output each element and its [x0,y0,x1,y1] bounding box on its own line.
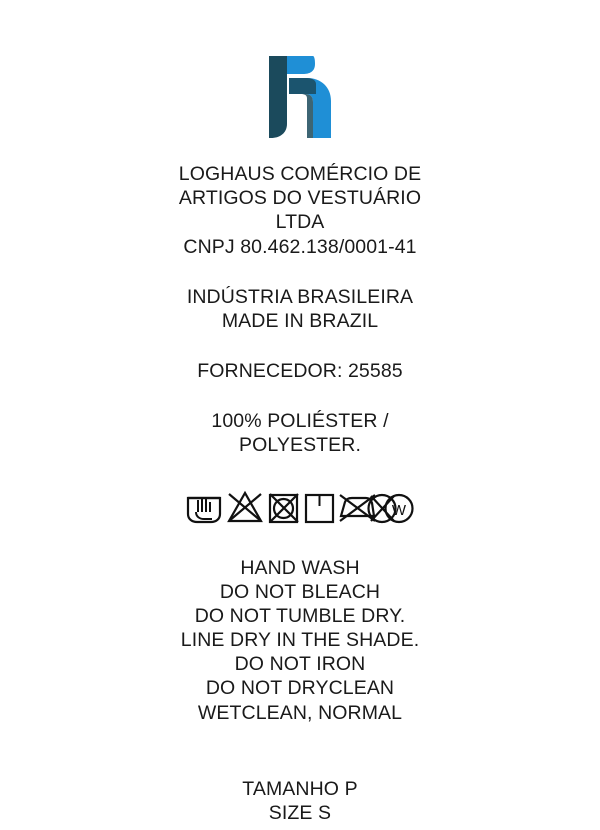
do-not-iron-symbol [340,495,375,521]
care-instructions [181,556,419,725]
loghaus-logo [263,54,337,140]
origin-info [187,285,413,333]
supplier-info [197,359,402,383]
care-line-3: DO NOT TUMBLE DRY. [194,604,406,627]
line-dry-in-shade-symbol [306,495,333,522]
care-line-4: LINE DRY IN THE SHADE. [180,629,420,652]
care-symbols-row [186,486,414,530]
care-line-5: DO NOT IRON [234,653,366,676]
composition-line-2: POLYESTER. [238,434,361,457]
care-line-1: HAND WASH [240,556,360,579]
size-info [242,777,357,825]
care-line-7: WETCLEAN, NORMAL [197,701,403,724]
logo-container [263,54,337,140]
size-line-en: SIZE S [268,801,332,824]
size-line-pt: TAMANHO P [242,777,358,800]
supplier-code: FORNECEDOR: 25585 [197,360,403,383]
origin-line-pt: INDÚSTRIA BRASILEIRA [186,285,414,308]
company-line-2: ARTIGOS DO VESTUÁRIO [178,187,422,210]
do-not-tumble-dry-symbol [270,494,298,522]
company-line-1: LOGHAUS COMÉRCIO DE [178,163,422,185]
company-line-3: LTDA [275,211,325,234]
company-info [179,162,421,259]
do-not-bleach-symbol [229,493,261,521]
composition-line-1: 100% POLIÉSTER / [211,410,389,433]
care-symbols-graphic [186,488,414,528]
company-cnpj: CNPJ 80.462.138/0001-41 [183,235,417,258]
hand-wash-symbol [188,498,220,522]
composition-info [211,409,388,457]
wetclean-letter: W [391,501,407,519]
care-line-2: DO NOT BLEACH [219,580,381,603]
origin-line-en: MADE IN BRAZIL [221,309,379,332]
care-line-6: DO NOT DRYCLEAN [205,677,395,700]
